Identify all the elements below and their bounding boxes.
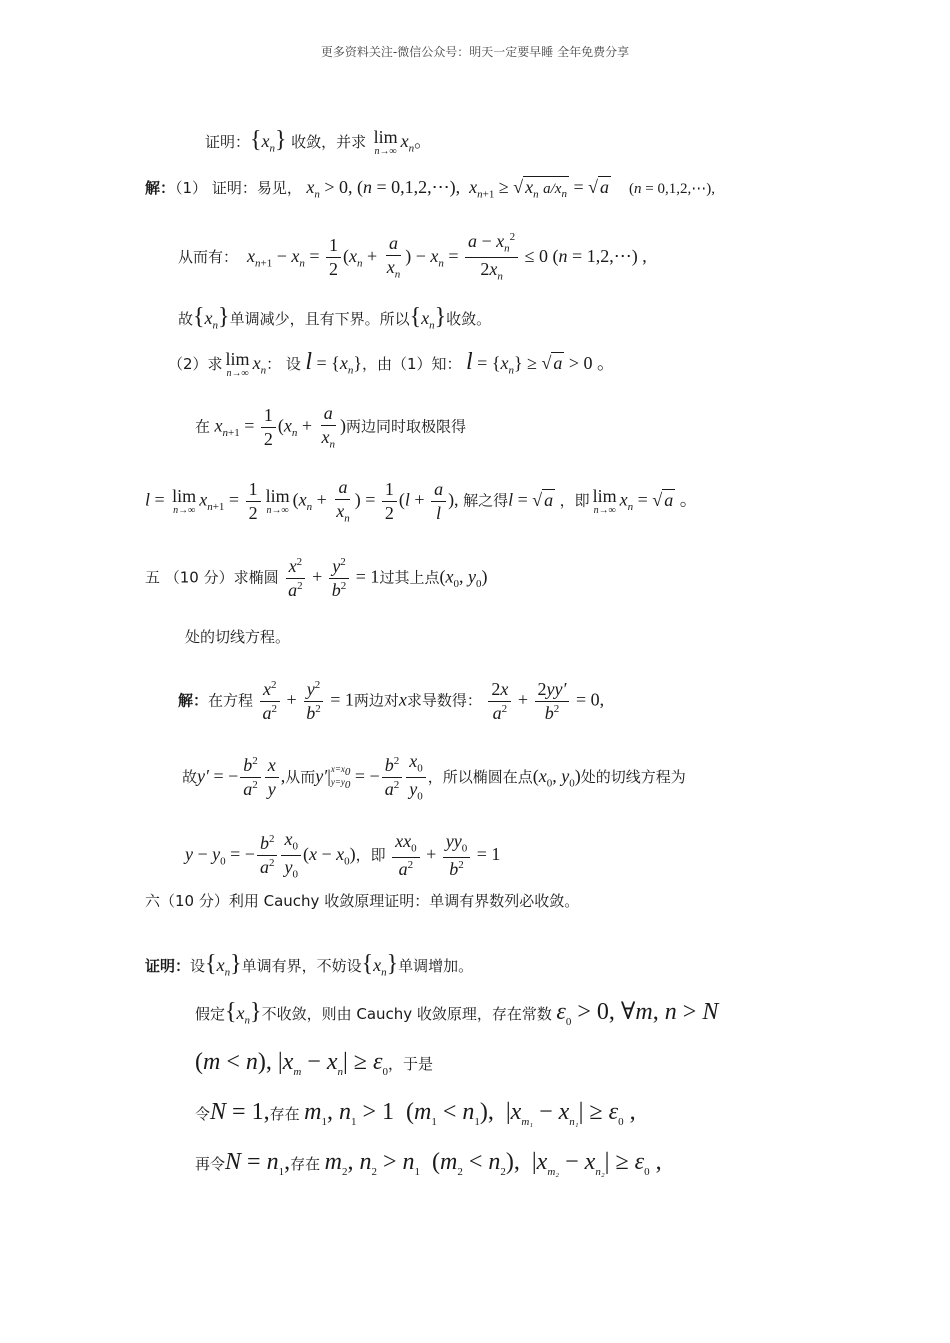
recurrence-limit-intro: 在 $x_{n+1}$ = $\frac{1}{2}$ ($x_n$ + $\frac{a}{x_n}$ )两边同时取极限得 xyxy=(195,403,467,451)
proof-statement: 证明：$\{x_n\}$ 收敛，并求 lim n→∞ $x_n$。 xyxy=(205,127,433,158)
solution-part1: 解：（1） 证明：易见， $x_n > 0$, (n = 0,1,2,⋯), $x_{n+1}$ ≥ √ $x_n$ $a/x_n$ = √ a (n = 0,1,2,⋯), xyxy=(145,177,715,201)
page-header: 更多资料关注-微信公众号：明天一定要早睡 全年免费分享 xyxy=(320,45,630,59)
difference-inequality: 从而有： $x_{n+1} - x_n$ = $\frac{1}{2}$ ($x_n$ + $\frac{a}{x_n}$ ) − $x_n$ = $\frac{a - x_n^2}{2x_n}$ ≤ 0 (n = 1,2,⋯) , xyxy=(178,231,647,283)
solution-5-tangent: $y - y_0$ = − $\frac{b^2}{a^2}$ $\frac{x_0}{y_0}$ $(x - x_0)$，即 $\frac{xx_0}{a^2}$ + $\frac{yy_0}{b^2}$ = 1 xyxy=(185,829,501,881)
proof-6-condition: (m < n), $|x_m - x_n| \ge \varepsilon_0$，于是 xyxy=(195,1049,433,1078)
proof-6-assume: 假定$\{x_n\}$不收敛，则由 Cauchy 收敛原理，存在常数 $\varepsilon_0 > 0$, ∀m, n > N xyxy=(195,999,719,1028)
question-5-cont: 处的切线方程。 xyxy=(185,628,291,646)
limit-computation: l = lim n→∞ $x_{n+1}$ = $\frac{1}{2}$ lim n→∞ ($x_n$ + $\frac{a}{x_n}$ ) = $\frac{1}{2}$ (l + $\frac{a}{l}$ ), 解之得l = √ a ，即 lim n→∞ $x_n$ = √ a 。 xyxy=(145,477,698,525)
proof-6-setup: 证明：设$\{x_n\}$单调有界，不妨设$\{x_n\}$单调增加。 xyxy=(145,951,474,979)
question-6: 六（10 分）利用 Cauchy 收敛原理证明：单调有界数列必收敛。 xyxy=(145,892,580,910)
proof-6-step1: 令N = 1,存在 $m_1$, $n_1 > 1$ $(m_1 < n_1)$, $|x_{m_1} - x_{n_1}| \ge \varepsilon_0$ , xyxy=(195,1099,636,1128)
solution-part2: （2）求 lim n→∞ $x_n$： 设 $l = \{x_n\}$，由（1）知： $l = \{x_n\}$ ≥ √ a > 0 。 xyxy=(168,349,616,380)
proof-6-step2: 再令$N = n_1$,存在 $m_2$, $n_2 > n_1$ $(m_2 < n_2)$, $|x_{m_2} - x_{n_2}| \ge \varepsilon_0$ , xyxy=(195,1149,662,1178)
solution-5-slope: 故y′ = − $\frac{b^2}{a^2}$ $\frac{x}{y}$ ,从而y′| $x=x_0$ $y=y_0$ = − $\frac{b^2}{a^2}$ $\frac{x_0}{y_0}$ ，所以椭圆在点($x_0$, $y_0$)处的切线方程为 xyxy=(182,751,686,803)
solution-5-derivative: 解：在方程 $\frac{x^2}{a^2}$ + $\frac{y^2}{b^2}$ = 1两边对x求导数得： $\frac{2x}{a^2}$ + $\frac{2yy'}{b^2}$ = 0, xyxy=(178,679,605,723)
monotone-conclusion: 故$\{x_n\}$单调减少，且有下界。所以$\{x_n\}$收敛。 xyxy=(178,304,492,332)
question-5: 五 （10 分）求椭圆 $\frac{x^2}{a^2}$ + $\frac{y^2}{b^2}$ = 1过其上点($x_0$, $y_0$) xyxy=(145,556,488,600)
